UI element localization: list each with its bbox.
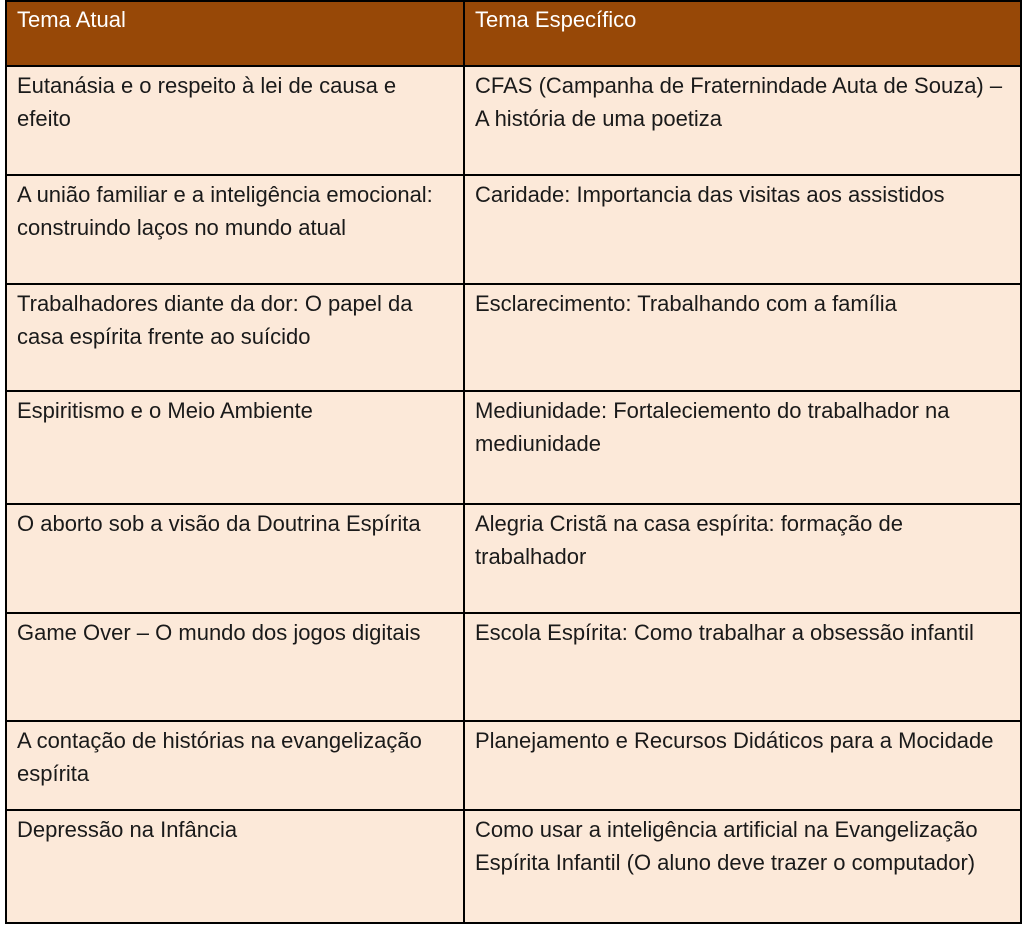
header-row	[6, 1, 1021, 66]
cell-tema-especifico: Esclarecimento: Trabalhando com a família	[464, 284, 1021, 391]
cell-tema-atual: Trabalhadores diante da dor: O papel da casa espírita frente ao suícido	[6, 284, 464, 391]
table-row	[6, 66, 1021, 175]
themes-table	[5, 0, 1022, 924]
cell-tema-especifico: Mediunidade: Fortaleciemento do trabalhador na mediunidade	[464, 391, 1021, 504]
table-row	[6, 284, 1021, 391]
cell-tema-atual: Espiritismo e o Meio Ambiente	[6, 391, 464, 504]
cell-tema-atual: Game Over – O mundo dos jogos digitais	[6, 613, 464, 721]
cell-tema-especifico: Escola Espírita: Como trabalhar a obsessão infantil	[464, 613, 1021, 721]
cell-tema-especifico: Alegria Cristã na casa espírita: formação de trabalhador	[464, 504, 1021, 613]
cell-tema-especifico: Planejamento e Recursos Didáticos para a Mocidade	[464, 721, 1021, 810]
cell-tema-atual: Eutanásia e o respeito à lei de causa e efeito	[6, 66, 464, 175]
table-row	[6, 175, 1021, 284]
cell-tema-especifico: CFAS (Campanha de Fraternindade Auta de Souza) – A história de uma poetiza	[464, 66, 1021, 175]
table-row	[6, 810, 1021, 923]
cell-tema-atual: O aborto sob a visão da Doutrina Espírita	[6, 504, 464, 613]
table-row	[6, 721, 1021, 810]
table-row	[6, 613, 1021, 721]
header-tema-atual: Tema Atual	[6, 1, 464, 66]
cell-tema-atual: Depressão na Infância	[6, 810, 464, 923]
cell-tema-atual: A contação de histórias na evangelização espírita	[6, 721, 464, 810]
cell-tema-especifico: Caridade: Importancia das visitas aos assistidos	[464, 175, 1021, 284]
header-tema-especifico: Tema Específico	[464, 1, 1021, 66]
table-row	[6, 391, 1021, 504]
cell-tema-atual: A união familiar e a inteligência emocional: construindo laços no mundo atual	[6, 175, 464, 284]
cell-tema-especifico: Como usar a inteligência artificial na Evangelização Espírita Infantil (O aluno deve trazer o computador)	[464, 810, 1021, 923]
table-row	[6, 504, 1021, 613]
